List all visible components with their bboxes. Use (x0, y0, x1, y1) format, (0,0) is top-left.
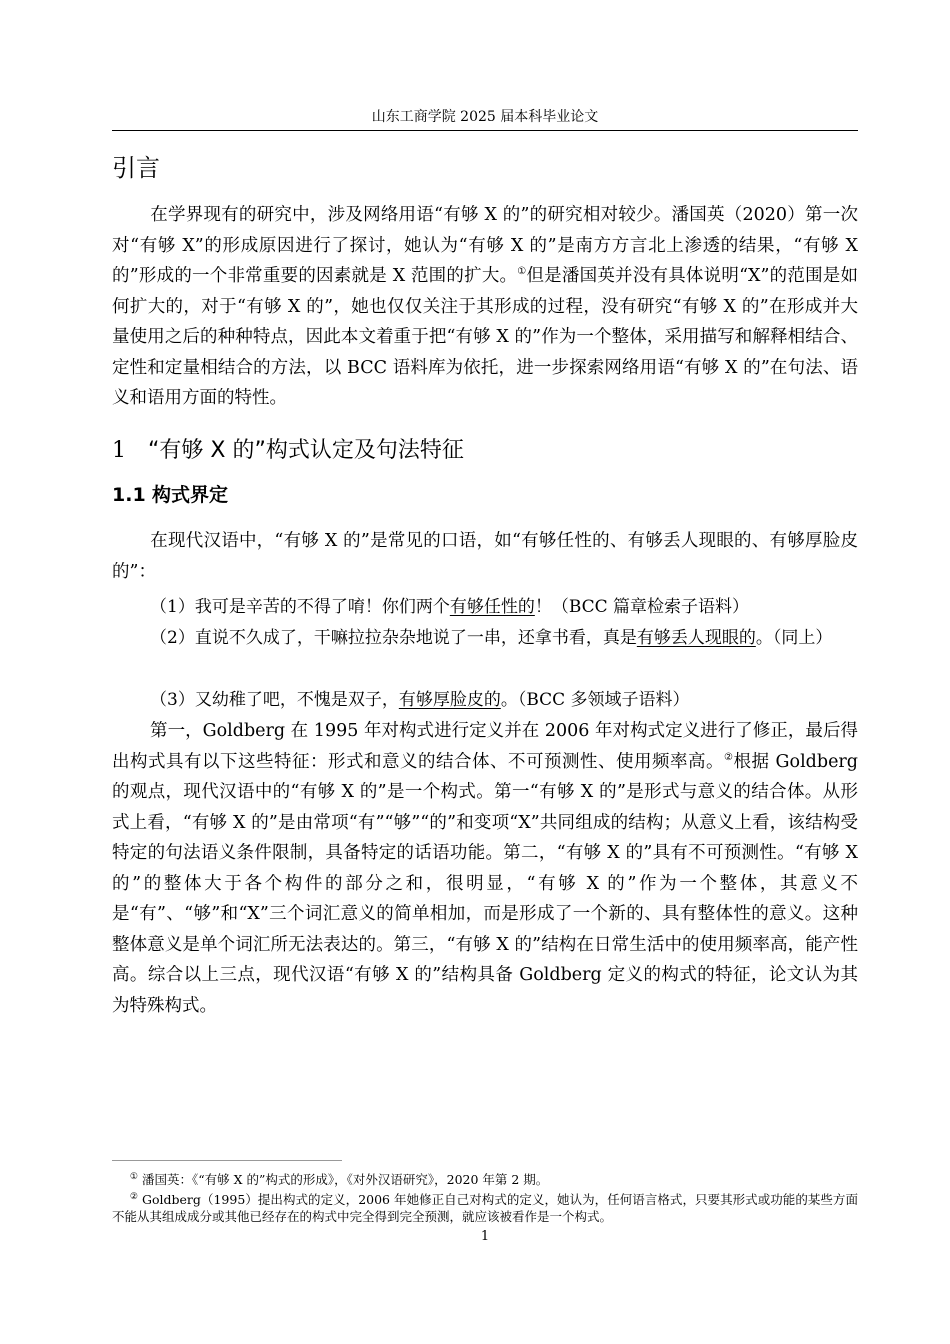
footnote-ref-2: ② (724, 751, 734, 763)
example-sentence (150, 592, 858, 623)
example-label: （2） (150, 628, 195, 648)
section-title: “有够 X 的”构式认定及句法特征 (148, 438, 464, 463)
section-number: 1 (112, 438, 126, 463)
example-sentence (150, 685, 858, 716)
example-target-phrase: 有够任性的 (449, 597, 535, 617)
example-target-phrase: 有够丢人现眼的 (636, 628, 756, 648)
example-text: 我可是辛苦的不得了唷！你们两个 (194, 597, 450, 617)
analysis-text-b: 根据 Goldberg 的观点，现代汉语中的“有够 X 的”是一个构式。第一“有够 X 的”是形式与意义的结合体。从形式上看，“有够 X 的”是由常项“有”“够”“的”和变项“X”共同组成的结构；从意义上看，该结构受特定的句法语义条件限制，具备特定的话语功能。第二，“有够 X 的”具有不可预测性。“有够 X 的”的整体大于各个构件的部分之和，很明显，“有够 X 的”作为一个整体，其意义不是“有”、“够”和“X”三个词汇意义的简单相加，而是形成了一个新的、具有整体性的意义。这种整体意义是单个词汇所无法表达的。第三，“有够 X 的”结构在日常生活中的使用频率高，能产性高。综合以上三点，现代汉语“有够 X 的”结构具备 Goldberg 定义的构式的特征，论文认为其为特殊构式。 (112, 751, 858, 1016)
footnote-ref-1: ① (517, 266, 527, 278)
subsection-title: 构式界定 (152, 484, 229, 506)
definition-intro-paragraph (112, 526, 858, 587)
footnote-separator (112, 1160, 342, 1161)
definition-intro-text: 在现代汉语中，“有够 X 的”是常见的口语，如“有够任性的、有够丢人现眼的、有够厚脸皮的”： (112, 531, 858, 582)
running-header: 山东工商学院 2025 届本科毕业论文 (371, 109, 599, 125)
intro-paragraph-text-a: 在学界现有的研究中，涉及网络用语“有够 X 的”的研究相对较少。潘国英（2020）第一次对“有够 X”的形成原因进行了探讨，她认为“有够 X 的”是南方方言北上渗透的结果，“有够 X 的”形成的一个非常重要的因素就是 X 范围的扩大。 (112, 205, 858, 286)
example-text: 直说不久成了，干嘛拉拉杂杂地说了一串，还拿书看，真是 (194, 628, 637, 648)
footnote (112, 1171, 858, 1188)
page-number: 1 (480, 1229, 490, 1244)
analysis-text-a: 第一，Goldberg 在 1995 年对构式进行定义并在 2006 年对构式定义进行了修正，最后得出构式具有以下这些特征：形式和意义的结合体、不可预测性、使用频率高。 (112, 721, 858, 772)
intro-heading: 引言 (112, 154, 160, 182)
footnote (112, 1191, 858, 1225)
example-sentence (112, 623, 858, 654)
intro-paragraph (112, 200, 858, 414)
example-label: （1） (150, 597, 195, 617)
example-target-phrase: 有够厚脸皮的 (398, 690, 501, 710)
intro-paragraph-text-b: 但是潘国英并没有具体说明“X”的范围是如何扩大的，对于“有够 X 的”，她也仅仅关注于其形成的过程，没有研究“有够 X 的”在形成并大量使用之后的种种特点，因此本文着重于把“有够 X 的”作为一个整体，采用描写和解释相结合、定性和定量相结合的方法，以 BCC 语料库为依托，进一步探索网络用语“有够 X 的”在句法、语义和语用方面的特性。 (112, 266, 859, 408)
footnote-mark: ① (129, 1171, 138, 1182)
footnote-text: Goldberg（1995）提出构式的定义，2006 年她修正自己对构式的定义，她认为，任何语言格式，只要其形式或功能的某些方面不能从其组成成分或其他已经存在的构式中完全得到完全预测，就应该被看作是一个构式。 (112, 1192, 858, 1224)
construction-analysis-paragraph (112, 716, 858, 1021)
example-text: 又幼稚了吧，不愧是双子， (194, 690, 399, 710)
example-source: 。（BCC 多领域子语料） (500, 690, 690, 710)
example-source: ！（BCC 篇章检索子语料） (534, 597, 750, 617)
section-heading (112, 435, 464, 467)
header-rule (112, 130, 858, 131)
subsection-number: 1.1 (112, 484, 146, 506)
footnote-text: 潘国英：《“有够 X 的”构式的形成》，《对外汉语研究》，2020 年第 2 期。 (141, 1172, 549, 1187)
footnote-mark: ② (129, 1191, 138, 1202)
example-label: （3） (150, 690, 195, 710)
example-source: 。（同上） (755, 628, 833, 648)
subsection-heading (112, 481, 228, 509)
